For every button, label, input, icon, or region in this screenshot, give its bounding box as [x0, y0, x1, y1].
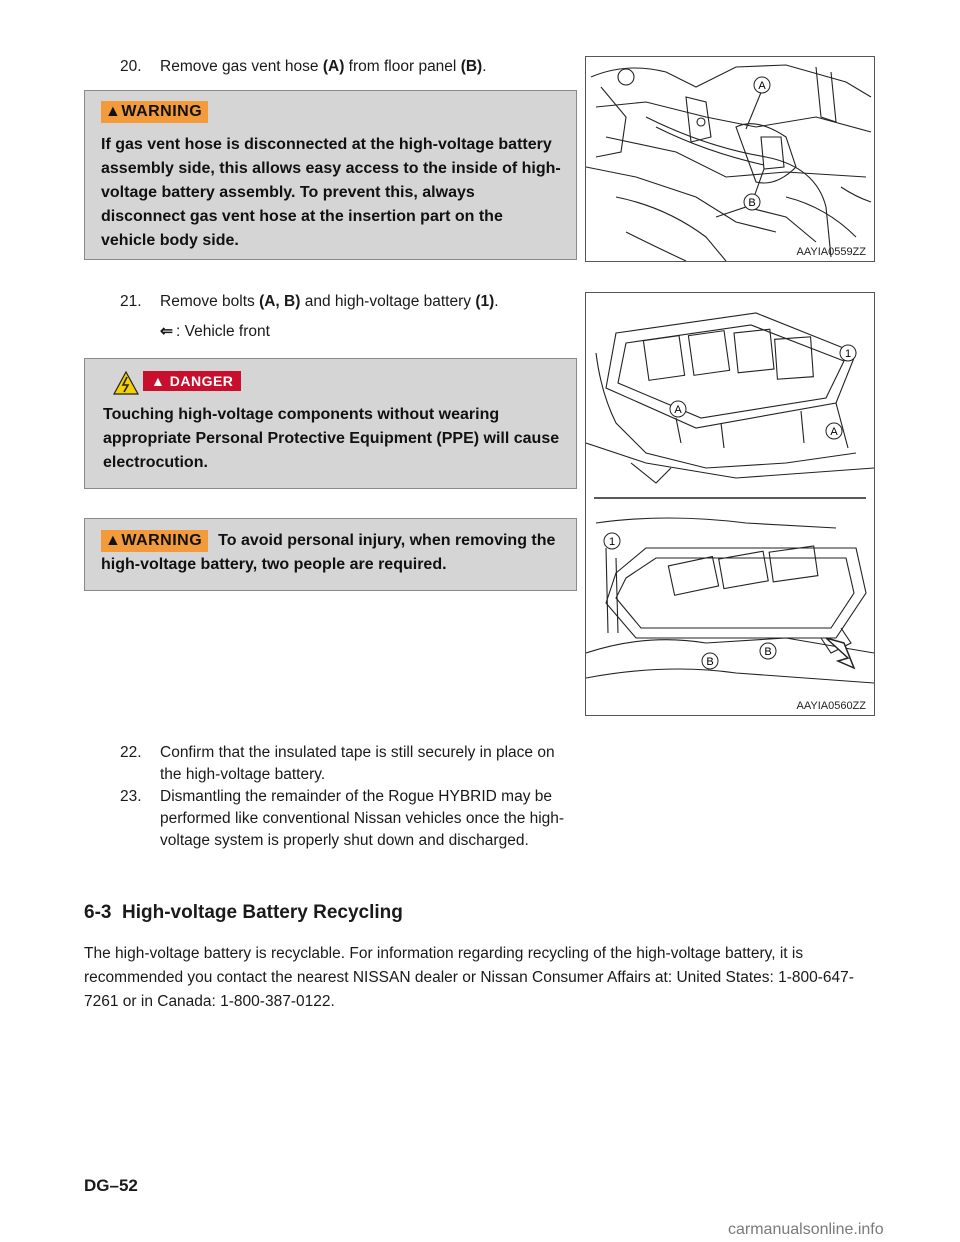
- step-21: [120, 291, 560, 315]
- danger-box: [84, 358, 577, 489]
- warning-triangle-icon: ▲: [105, 103, 122, 120]
- callout-b-label: B: [748, 197, 756, 209]
- vehicle-front-arrow-icon: ⇐: [160, 323, 173, 340]
- callout-a-right: A: [830, 426, 838, 438]
- gas-vent-hose-illustration: [586, 57, 874, 261]
- warning-box: [84, 90, 577, 260]
- warning-triangle-icon: ▲: [105, 532, 122, 549]
- warning-badge: ▲WARNING: [101, 530, 208, 552]
- step-number: 21.: [120, 293, 142, 310]
- section-title: 6-3 High-voltage Battery Recycling: [84, 902, 403, 923]
- danger-triangle-icon: ▲: [151, 373, 170, 389]
- figure-gas-vent-hose: [585, 56, 875, 262]
- step-text: Confirm that the insulated tape is still securely in place on the high-voltage battery.: [160, 744, 555, 783]
- warning-box-2: [84, 518, 577, 591]
- callout-b-right: B: [764, 646, 772, 658]
- step-number: 23.: [120, 788, 142, 805]
- warning-text: If gas vent hose is disconnected at the high-voltage battery assembly side, this allows easy access to the inside of high-voltage battery assembly. To prevent this, always disconnect gas vent hose at the insertion part on the vehicle body side.: [101, 136, 561, 249]
- page-number: DG–52: [84, 1176, 138, 1195]
- danger-text: Touching high-voltage components without wearing appropriate Personal Protective Equipment (PPE) will cause electrocution.: [103, 406, 560, 471]
- section-body: The high-voltage battery is recyclable. For information regarding recycling of the high-voltage battery, it is recommended you contact the nearest NISSAN dealer or Nissan Consumer Affairs at: United States: 1-800-647-7261 or in Canada: 1-800-387-0122.: [84, 945, 854, 1010]
- figure-code: AAYIA0560ZZ: [796, 700, 866, 712]
- warning-2-content: [101, 529, 566, 577]
- callout-b-left: B: [706, 656, 714, 668]
- warning-badge: ▲WARNING: [101, 101, 208, 123]
- watermark: carmanualsonline.info: [728, 1221, 884, 1238]
- warning-text: To avoid personal injury, when removing the high-voltage battery, two people are required.: [101, 532, 556, 573]
- figure-battery-removal: [585, 292, 875, 716]
- battery-removal-illustration: [586, 293, 874, 715]
- vehicle-front-legend: ⇐ : Vehicle front: [160, 321, 460, 345]
- step-20: [120, 56, 560, 80]
- step-number: 20.: [120, 58, 142, 75]
- callout-a-left: A: [674, 404, 682, 416]
- step-text: Dismantling the remainder of the Rogue HYBRID may be performed like conventional Nissan vehicles once the high-voltage system is properly shut down and discharged.: [160, 788, 565, 849]
- step-text: Remove gas vent hose (A) from floor panel (B).: [160, 58, 487, 75]
- danger-badge: ▲ DANGER: [143, 371, 241, 391]
- callout-a-label: A: [758, 80, 766, 92]
- step-number: 22.: [120, 744, 142, 761]
- step-text: Remove bolts (A, B) and high-voltage battery (1).: [160, 293, 499, 310]
- figure-code: AAYIA0559ZZ: [796, 246, 866, 258]
- high-voltage-icon: [113, 371, 139, 400]
- step-23: [120, 786, 580, 878]
- step-22: [120, 742, 580, 790]
- callout-1-bottom: 1: [608, 536, 616, 548]
- callout-1-top: 1: [844, 348, 852, 360]
